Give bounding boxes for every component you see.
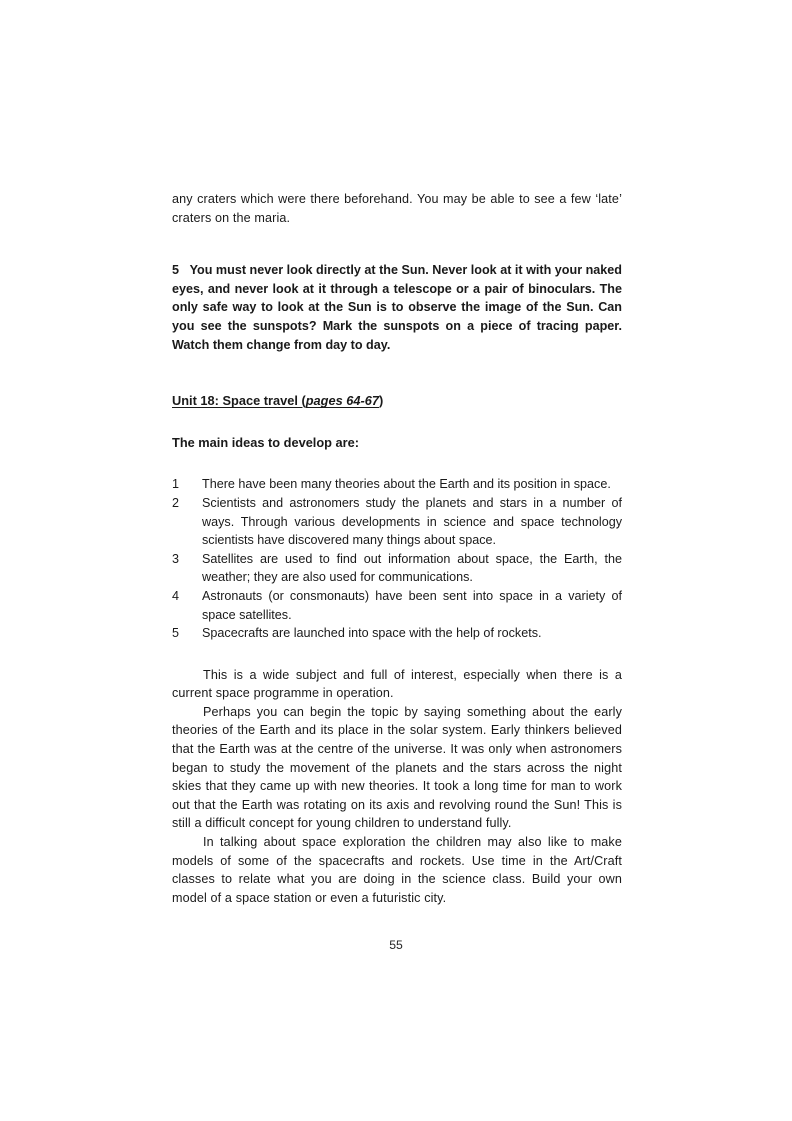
list-item xyxy=(172,475,622,494)
continuation-paragraph: any craters which were there beforehand. You may be able to see a few ‘late’ craters on the maria. xyxy=(172,192,622,225)
spacer xyxy=(172,354,622,392)
unit-heading xyxy=(172,392,622,411)
bold-instruction-text: You must never look directly at the Sun. Never look at it with your naked eyes, and never look at it through a telescope or a pair of binoculars. The only safe way to look at the Sun is to observe the image of the Sun. Can you see the sunspots? Mark the sunspots on a piece of tracing paper. Watch them change from day to day. xyxy=(172,263,623,352)
list-item-text: There have been many theories about the Earth and its position in space. xyxy=(202,477,611,492)
spacer xyxy=(172,411,622,434)
body-paragraph-3: In talking about space exploration the children may also like to make models of some of the spacecrafts and rockets. Use time in the Art/Craft classes to relate what you are doing in the science class. Build your own model of a space station or even a futuristic city. xyxy=(172,835,622,905)
unit-heading-pages: pages 64-67 xyxy=(305,393,379,409)
unit-heading-title: Unit 18: Space travel ( xyxy=(172,393,306,409)
body-paragraph-2: Perhaps you can begin the topic by saying something about the early theories of the Earth and its place in the solar system. Early thinkers believed that the Earth was at the centre of the universe. It was only when astronomers began to study the movement of the planets and the stars across the night skies that they came up with new theories. It took a long time for man to work out that the Earth was rotating on its axis and revolving round the Sun! This is still a difficult concept for young children to understand fully. xyxy=(172,704,622,831)
list-item xyxy=(172,550,622,587)
list-item-number: 2 xyxy=(172,495,180,510)
spacer xyxy=(172,227,622,261)
page-content xyxy=(172,190,622,907)
list-item-number: 3 xyxy=(172,551,180,566)
list-item xyxy=(172,494,622,550)
list-item xyxy=(172,587,622,624)
page-number: 55 xyxy=(389,938,403,952)
spacer xyxy=(172,643,622,666)
spacer xyxy=(172,452,622,475)
main-ideas-list xyxy=(172,475,622,642)
list-item xyxy=(172,624,622,643)
list-item-text: Satellites are used to find out information about space, the Earth, the weather; they are also used for communications. xyxy=(202,551,622,585)
body-paragraph-1: This is a wide subject and full of interest, especially when there is a current space programme in operation. xyxy=(172,667,622,701)
bold-instruction-number: 5 xyxy=(172,263,180,278)
sub-heading: The main ideas to develop are: xyxy=(172,434,360,450)
list-item-text: Astronauts (or consmonauts) have been sent into space in a variety of space satellites. xyxy=(202,588,622,622)
list-item-text: Spacecrafts are launched into space with the help of rockets. xyxy=(202,626,542,641)
list-item-number: 4 xyxy=(172,588,180,603)
bold-instruction-separator xyxy=(179,263,190,277)
list-item-text: Scientists and astronomers study the planets and stars in a number of ways. Through various developments in science and space technology scientists have discovered many things about space. xyxy=(202,495,622,548)
unit-heading-closing-paren: ) xyxy=(379,393,384,409)
bold-instruction-item xyxy=(172,261,622,354)
list-item-number: 5 xyxy=(172,626,180,641)
list-item-number: 1 xyxy=(172,477,180,492)
